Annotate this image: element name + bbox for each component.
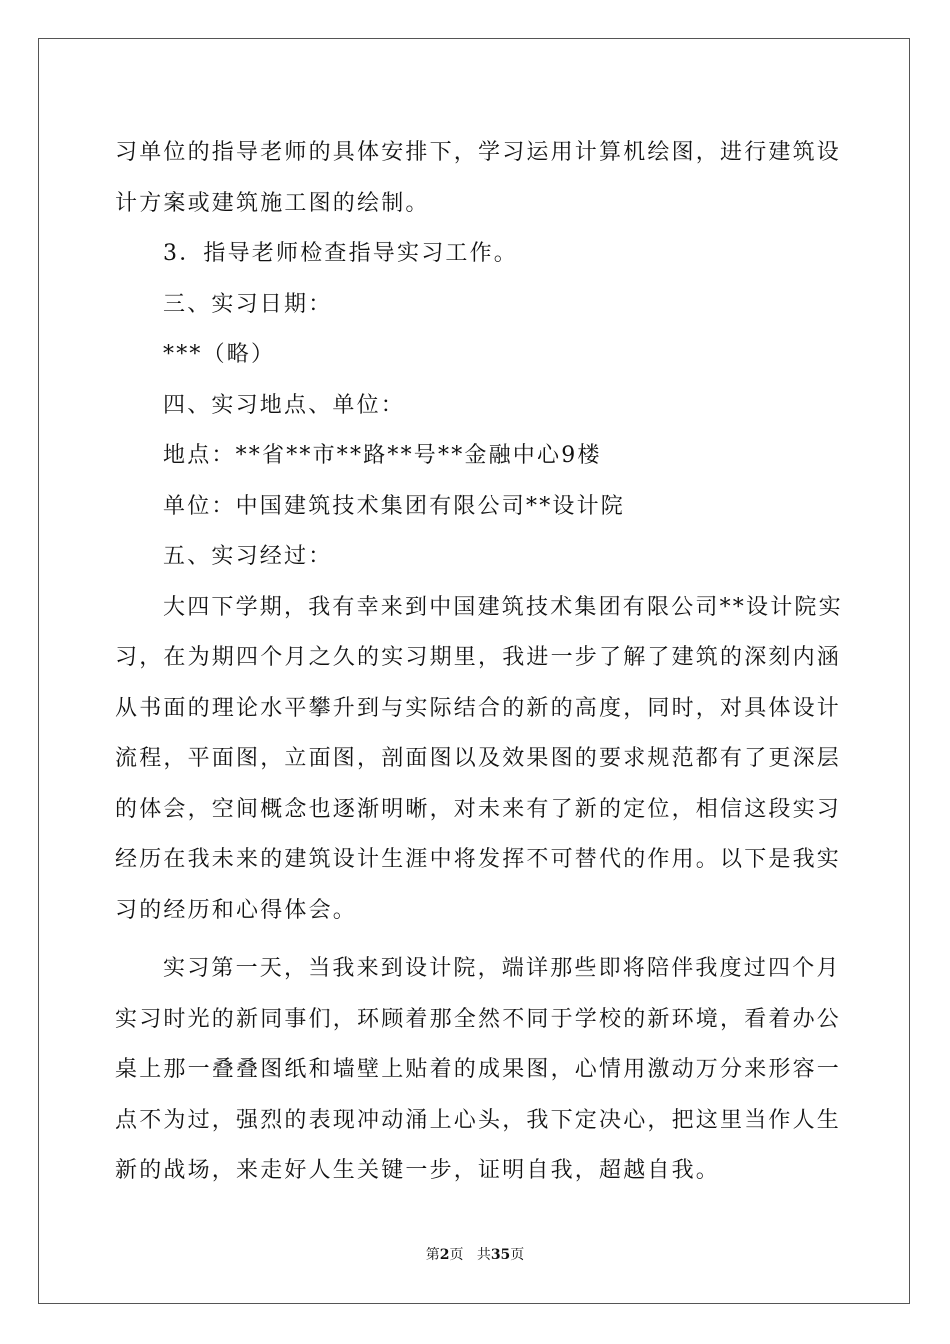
total-prefix: 共 <box>476 1247 491 1263</box>
page-prefix: 第 <box>425 1247 440 1263</box>
paragraph-line: 的体会，空间概念也逐渐明晰，对未来有了新的定位，相信这段实习 <box>115 796 842 822</box>
page-footer <box>0 1244 950 1264</box>
paragraph-line: 经历在我未来的建筑设计生涯中将发挥不可替代的作用。以下是我实 <box>115 847 842 872</box>
paragraph-line: 新的战场，来走好人生关键一步，证明自我，超越自我。 <box>115 1158 721 1183</box>
text-line: ***（略） <box>163 342 276 367</box>
paragraph-line: 习的经历和心得体会。 <box>115 897 358 923</box>
text-line: 单位：中国建筑技术集团有限公司**设计院 <box>163 493 626 519</box>
total-pages: 35 <box>490 1247 511 1263</box>
paragraph-line: 流程，平面图，立面图，剖面图以及效果图的要求规范都有了更深层 <box>115 746 842 771</box>
paragraph-line: 大四下学期，我有幸来到中国建筑技术集团有限公司**设计院实 <box>163 594 843 620</box>
paragraph-line: 从书面的理论水平攀升到与实际结合的新的高度，同时，对具体设计 <box>115 695 842 721</box>
page-suffix: 页 <box>449 1247 464 1263</box>
text-line: 计方案或建筑施工图的绘制。 <box>115 190 430 216</box>
page-number: 2 <box>439 1247 450 1263</box>
text-line: 3．指导老师检查指导实习工作。 <box>163 241 518 266</box>
paragraph-line: 点不为过，强烈的表现冲动涌上心头，我下定决心，把这里当作人生 <box>115 1107 842 1133</box>
section-heading: 五、实习经过： <box>163 544 333 569</box>
paragraph-line: 实习时光的新同事们，环顾着那全然不同于学校的新环境，看着办公 <box>115 1006 842 1032</box>
total-suffix: 页 <box>510 1247 525 1263</box>
section-heading: 四、实习地点、单位： <box>163 392 406 418</box>
paragraph-line: 实习第一天，当我来到设计院，端详那些即将陪伴我度过四个月 <box>163 956 841 981</box>
text-line: 地点：**省**市**路**号**金融中心9楼 <box>163 443 602 468</box>
paragraph-line: 习，在为期四个月之久的实习期里，我进一步了解了建筑的深刻内涵 <box>115 645 842 670</box>
document-body <box>115 128 843 1197</box>
paragraph-line: 桌上那一叠叠图纸和墙壁上贴着的成果图，心情用激动万分来形容一 <box>115 1057 842 1082</box>
text-line: 习单位的指导老师的具体安排下，学习运用计算机绘图，进行建筑设 <box>115 140 842 165</box>
section-heading: 三、实习日期： <box>163 291 333 317</box>
